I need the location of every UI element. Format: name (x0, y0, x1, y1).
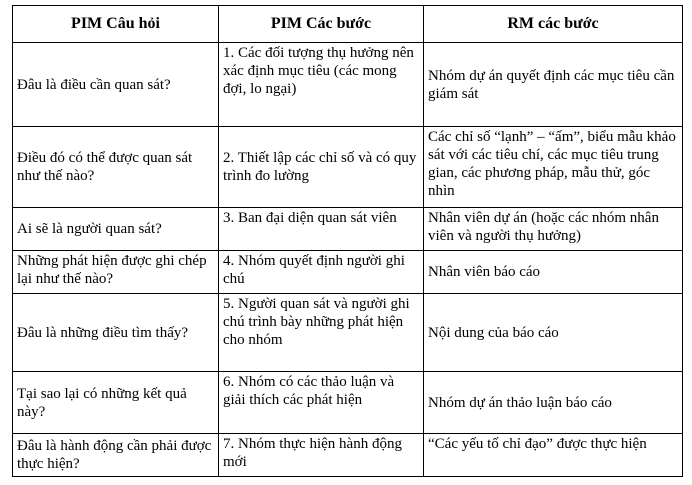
question-cell: Đâu là hành động cần phải được thực hiện? (13, 434, 219, 477)
question-cell: Ai sẽ là người quan sát? (13, 208, 219, 251)
pim-step-cell: 4. Nhóm quyết định người ghi chú (219, 251, 424, 294)
table-row (13, 434, 683, 477)
pim-step-cell: 5. Người quan sát và người ghi chú trình bày những phát hiện cho nhóm (219, 294, 424, 372)
question-cell: Đâu là điều cần quan sát? (13, 43, 219, 127)
question-cell: Tại sao lại có những kết quả này? (13, 372, 219, 434)
rm-step-cell: Nội dung của báo cáo (424, 294, 683, 372)
rm-step-cell: Nhân viên dự án (hoặc các nhóm nhân viên và người thụ hưởng) (424, 208, 683, 251)
table-row (13, 251, 683, 294)
pim-rm-comparison-table (12, 5, 683, 477)
header-pim-steps: PIM Các bước (219, 6, 424, 43)
pim-step-cell: 1. Các đối tượng thụ hưởng nên xác định mục tiêu (các mong đợi, lo ngại) (219, 43, 424, 127)
table-row (13, 372, 683, 434)
pim-step-cell: 2. Thiết lập các chỉ số và có quy trình đo lường (219, 127, 424, 208)
header-pim-questions: PIM Câu hỏi (13, 6, 219, 43)
table-row (13, 294, 683, 372)
table-row (13, 208, 683, 251)
rm-step-cell: Nhóm dự án thảo luận báo cáo (424, 372, 683, 434)
rm-step-cell: Nhân viên báo cáo (424, 251, 683, 294)
header-row (13, 6, 683, 43)
pim-step-cell: 7. Nhóm thực hiện hành động mới (219, 434, 424, 477)
pim-step-cell: 6. Nhóm có các thảo luận và giải thích các phát hiện (219, 372, 424, 434)
rm-step-cell: Các chỉ số “lạnh” – “ấm”, biểu mẫu khảo sát với các tiêu chí, các mục tiêu trung gian, các phương pháp, mẫu thử, góc nhìn (424, 127, 683, 208)
rm-step-cell: “Các yếu tố chỉ đạo” được thực hiện (424, 434, 683, 477)
rm-step-cell: Nhóm dự án quyết định các mục tiêu cần giám sát (424, 43, 683, 127)
table-row (13, 43, 683, 127)
header-rm-steps: RM các bước (424, 6, 683, 43)
question-cell: Những phát hiện được ghi chép lại như thế nào? (13, 251, 219, 294)
question-cell: Điều đó có thể được quan sát như thế nào? (13, 127, 219, 208)
table-row (13, 127, 683, 208)
question-cell: Đâu là những điều tìm thấy? (13, 294, 219, 372)
pim-step-cell: 3. Ban đại diện quan sát viên (219, 208, 424, 251)
